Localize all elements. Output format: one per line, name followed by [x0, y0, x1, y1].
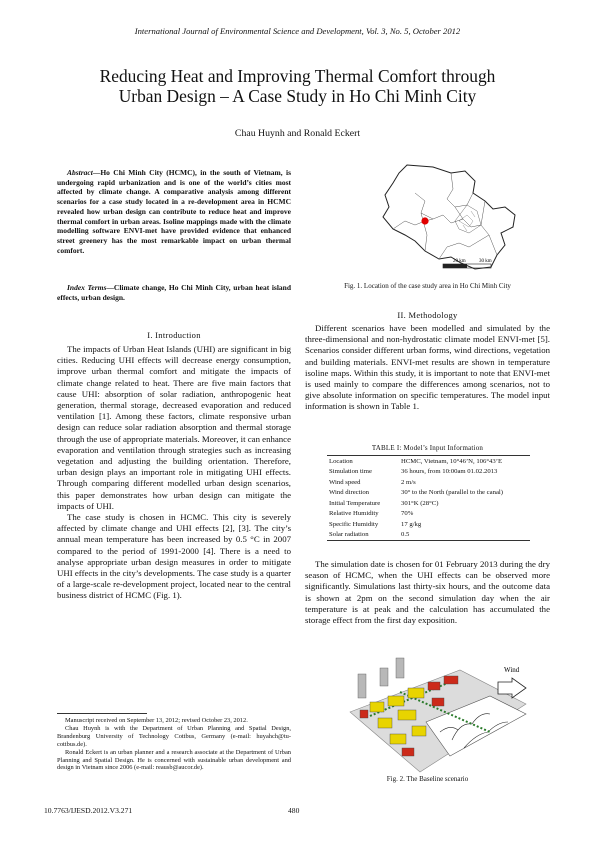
table-cell-parameter: Specific Humidity: [329, 520, 379, 528]
table-row: [327, 498, 530, 509]
table-row: [327, 467, 530, 478]
figure-2-caption: Fig. 2. The Baseline scenario: [386, 775, 469, 783]
table-cell-value: 17 g/kg: [401, 520, 422, 528]
footnote-author-2: Ronald Eckert is an urban planner and a research associate at the Department of Urban Planning and Spatial Design. He is concerned with sustainable urban development and design in Vietnam since 2006 (e-mail: reausb@aucor.de).: [57, 748, 291, 772]
title-line-2: Urban Design – A Case Study in Ho Chi Minh City: [118, 86, 477, 106]
intro-paragraph-1: The impacts of Urban Heat Islands (UHI) are significant in big cities. Reducing UHI effects will decrease energy consumption, improve urban thermal comfort and mitigate the impacts of climate change related to heat. There are five main factors that cause UHI: absorption of solar radiation, anthropogenic heat generation, thermal storage, decreased evaporation and reduced ventilation [1]. Among these factors, climate responsive urban design can reduce solar radiation absorption and thermal storage through the use of appropriate materials. Moreover, it can enhance evaporation and ventilation through strategies such as increasing vegetation and adjusting the building orientation. Therefore, urban design plays an important role in mitigating UHI effects. Through comparing different modelled urban design scenarios, this paper demonstrates how urban design can mitigate the impacts of UHI.: [57, 344, 291, 511]
abstract-label: Abstract: [67, 168, 93, 177]
figure-1-map: [355, 163, 523, 275]
model-input-table: [327, 455, 530, 541]
footnote-divider: [57, 713, 147, 714]
footnotes: [57, 717, 291, 772]
method-paragraph-2: The simulation date is chosen for 01 February 2013 during the dry season of HCMC, when the UHI effects can be observed more significantly. Simulations last thirty-six hours, and the outcome data is shown at 2pm on the second simulation day when the air temperature is at peak and the calculation has accumulated the storage effect from the first day exposition.: [305, 559, 550, 626]
table-cell-parameter: Location: [327, 456, 399, 467]
figure-2-baseline-scenario: [340, 652, 530, 776]
baseline-scenario-graphic: [340, 652, 530, 776]
footnote-author-1: Chau Huynh is with the Department of Urban Planning and Spatial Design, Brandenburg University of Technology Cottbus, Germany (e-mail: huyahch@tu-cottbus.de).: [57, 724, 291, 748]
introduction-body: [57, 344, 291, 602]
table-row: [327, 477, 530, 488]
table-cell-value: 70%: [401, 510, 414, 517]
method-paragraph-1: Different scenarios have been modelled and simulated by the three-dimensional and non-hydrostatic climate model ENVI-met [5]. Scenarios consider different urban forms, wind directions, vegetation and building materials. ENVI-met results are shown in temperature isoline maps. Within this study, it is important to note that ENVI-met is used mainly to compare the differences among scenarios, not to give absolute information on specific temperatures. The model input information is shown in Table 1.: [305, 323, 550, 412]
hcmc-map-graphic: [355, 163, 523, 275]
intro-paragraph-2: The case study is chosen in HCMC. This city is severely affected by climate change and UHI effects [2], [3]. The city’s annual mean temperature has been increased by 0.5 °C in 2007 compared to the period of 1991-2000 [4]. There is a need to analyse appropriate urban design measures in order to mitigate UHI effects in the city’s developments. The case study is a quarter of a large-scale re-development project, located near to the central business district of HCMC (Fig. 1).: [57, 512, 291, 601]
doi: 10.7763/IJESD.2012.V3.271: [44, 806, 133, 815]
methodology-body-2: [305, 559, 550, 626]
page-number: 480: [288, 806, 300, 815]
footnote-received: Manuscript received on September 13, 2012; revised October 23, 2012.: [65, 717, 248, 724]
index-terms: [57, 283, 291, 302]
journal-header: International Journal of Environmental Science and Development, Vol. 3, No. 5, October 2012: [134, 26, 461, 36]
table-row: [327, 509, 530, 520]
table-1-caption: TABLE I: Model’s Input Information: [371, 444, 484, 452]
table-cell-value: 0.5: [399, 530, 530, 541]
table-cell-parameter: Solar radiation: [327, 530, 399, 541]
table-cell-parameter: Initial Temperature: [329, 499, 381, 507]
abstract: [57, 168, 291, 255]
table-cell-parameter: Wind direction: [329, 489, 370, 496]
table-row: [327, 530, 530, 541]
index-terms-text: —Climate change, Ho Chi Minh City, urban heat island effects, urban design.: [57, 283, 291, 302]
table-cell-value: HCMC, Vietnam, 10°46’N, 106°43’E: [399, 456, 530, 467]
table-row: [327, 519, 530, 530]
table-cell-value: 2 m/s: [401, 478, 416, 486]
wind-label: Wind: [504, 666, 520, 674]
map-scale-label-2: 30 km: [479, 259, 492, 264]
table-cell-value: 30° to the North (parallel to the canal): [401, 489, 504, 496]
paper-title: [40, 66, 555, 106]
case-study-location-marker-icon: [421, 217, 428, 224]
abstract-text: —Ho Chi Minh City (HCMC), in the south of Vietnam, is undergoing rapid urbanization and is one of the world’s cities most affected by climate change. A comparative analysis among different scenarios for a case study located in a re-development area in HCMC revealed how urban design can contribute to reduce heat and improve thermal comfort in urban areas. Isoline mappings made with the climate modelling software ENVI-met have provided evidence that enhanced street greenery has the most remarkable impact on urban thermal comfort.: [57, 168, 291, 255]
table-cell-value: 36 hours, from 10:00am 01.02.2013: [401, 468, 498, 475]
table-cell-value: 301°K (28°C): [401, 499, 439, 507]
figure-1-caption: Fig. 1. Location of the case study area in Ho Chi Minh City: [344, 282, 511, 290]
section-heading-introduction: I. Introduction: [147, 330, 201, 340]
map-scale-label-1: 20 km: [453, 259, 466, 264]
index-terms-label: Index Terms: [67, 283, 107, 292]
methodology-body: [305, 323, 550, 413]
table-cell-parameter: Wind speed: [329, 478, 361, 486]
section-heading-methodology: II. Methodology: [397, 310, 458, 320]
authors: Chau Huynh and Ronald Eckert: [234, 128, 361, 139]
table-row: [327, 456, 530, 467]
table-cell-parameter: Relative Humidity: [329, 510, 379, 517]
table-row: [327, 488, 530, 499]
table-cell-parameter: Simulation time: [329, 468, 372, 475]
title-line-1: Reducing Heat and Improving Thermal Comfort through: [99, 66, 496, 86]
